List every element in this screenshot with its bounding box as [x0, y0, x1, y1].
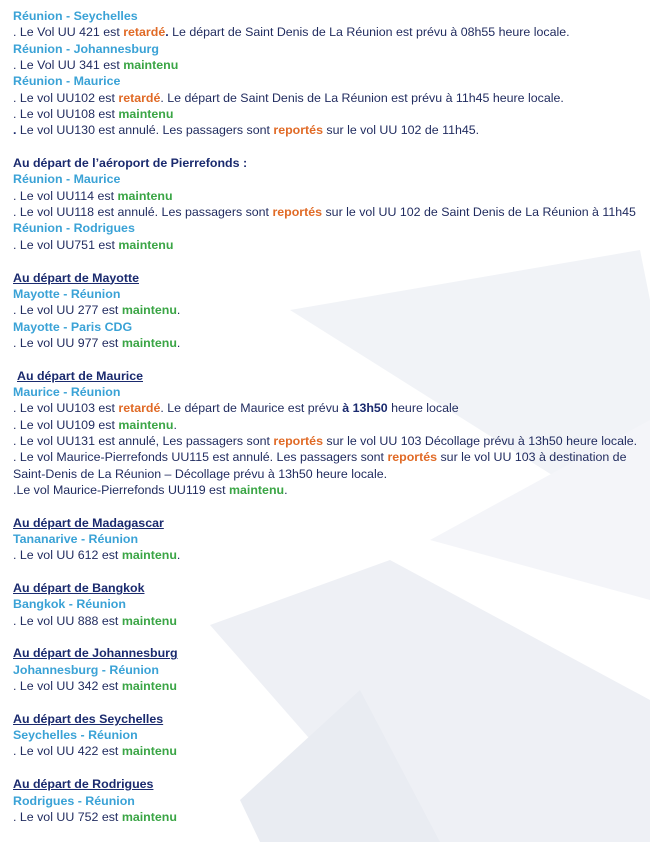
- status-maintained: maintenu: [121, 809, 177, 824]
- status-maintained: maintenu: [123, 58, 179, 73]
- status-maintained: maintenu: [121, 303, 177, 318]
- route-reunion-rodrigues: Réunion - Rodrigues: [13, 221, 135, 236]
- route-mayotte-reunion: Mayotte - Réunion: [13, 286, 121, 301]
- route-tananarive-reunion: Tananarive - Réunion: [13, 532, 139, 546]
- flight-status-line: . Le vol UU103 est retardé. Le départ de Maurice est prévu à 13h50 heure locale: [13, 401, 459, 416]
- flight-status-document: [13, 8, 645, 825]
- status-maintained: maintenu: [121, 335, 177, 350]
- route-reunion-maurice: Réunion - Maurice: [13, 172, 121, 187]
- route-reunion-maurice: Réunion - Maurice: [13, 74, 121, 89]
- status-rebooked: reportés: [273, 433, 323, 448]
- flight-status-line: . Le vol UU 612 est maintenu.: [13, 548, 181, 563]
- flight-status-line: . Le vol UU131 est annulé, Les passagers sont reportés sur le vol UU 103 Décollage prévu à 13h50 heure locale.: [13, 433, 638, 448]
- section-heading-mayotte: Au départ de Mayotte: [13, 270, 139, 285]
- status-maintained: maintenu: [121, 548, 177, 563]
- flight-status-line: . Le Vol UU 341 est maintenu: [13, 58, 179, 73]
- flight-status-line: . Le vol UU 277 est maintenu.: [13, 303, 181, 318]
- status-rebooked: reportés: [387, 450, 438, 465]
- status-delayed: retardé: [118, 90, 161, 105]
- flight-status-line: . Le vol UU114 est maintenu: [13, 188, 173, 203]
- flight-status-line: .Le vol Maurice-Pierrefonds UU119 est maintenu.: [13, 482, 288, 497]
- section-heading-maurice-wrap: [13, 368, 645, 384]
- status-delayed: retardé: [118, 401, 161, 416]
- status-delayed: retardé: [123, 25, 166, 40]
- section-heading-seychelles: Au départ des Seychelles: [13, 711, 164, 726]
- flight-status-line-continued: Saint-Denis de La Réunion – Décollage prévu à 13h50 heure locale.: [13, 466, 388, 481]
- route-seychelles-reunion: Seychelles - Réunion: [13, 728, 138, 743]
- flight-status-line: . Le vol UU751 est maintenu: [13, 237, 174, 252]
- route-johannesburg-reunion: Johannesburg - Réunion: [13, 662, 159, 677]
- flight-status-line: . Le vol UU118 est annulé. Les passagers sont reportés sur le vol UU 102 de Saint Denis de La Réunion à 11h45: [13, 205, 636, 220]
- status-maintained: maintenu: [229, 482, 285, 497]
- status-rebooked: reportés: [273, 123, 323, 138]
- flight-status-line: . Le Vol UU 421 est retardé. Le départ de Saint Denis de La Réunion est prévu à 08h55 heure locale.: [13, 25, 570, 40]
- status-maintained: maintenu: [118, 237, 174, 252]
- flight-status-line: . Le vol Maurice-Pierrefonds UU115 est annulé. Les passagers sont reportés sur le vol UU 103 à destination de: [13, 450, 627, 465]
- status-maintained: maintenu: [117, 188, 173, 203]
- route-mayotte-paris: Mayotte - Paris CDG: [13, 319, 133, 334]
- flight-status-line: . Le vol UU130 est annulé. Les passagers sont reportés sur le vol UU 102 de 11h45.: [13, 123, 480, 138]
- flight-status-line: . Le vol UU 752 est maintenu: [13, 809, 177, 824]
- flight-status-line: . Le vol UU102 est retardé. Le départ de Saint Denis de La Réunion est prévu à 11h45 heure locale.: [13, 90, 564, 105]
- status-maintained: maintenu: [121, 679, 177, 694]
- status-maintained: maintenu: [118, 107, 174, 122]
- flight-status-line: . Le vol UU 342 est maintenu: [13, 679, 177, 694]
- flight-status-line: . Le vol UU 422 est maintenu: [13, 744, 177, 759]
- section-heading-pierrefonds: Au départ de l’aéroport de Pierrefonds :: [13, 156, 248, 171]
- route-reunion-johannesburg: Réunion - Johannesburg: [13, 41, 159, 56]
- route-maurice-reunion: Maurice - Réunion: [13, 384, 121, 399]
- route-rodrigues-reunion: Rodrigues - Réunion: [13, 793, 135, 808]
- section-heading-madagascar: Au départ de Madagascar: [13, 515, 164, 530]
- flight-status-line: . Le vol UU 977 est maintenu.: [13, 335, 181, 350]
- status-maintained: maintenu: [121, 744, 177, 759]
- section-heading-rodrigues: Au départ de Rodrigues: [13, 777, 154, 792]
- flight-status-line: . Le vol UU108 est maintenu: [13, 107, 174, 122]
- flight-status-line: . Le vol UU109 est maintenu.: [13, 417, 177, 432]
- route-bangkok-reunion: Bangkok - Réunion: [13, 597, 126, 612]
- status-maintained: maintenu: [121, 613, 177, 628]
- section-heading-johannesburg: Au départ de Johannesburg: [13, 646, 178, 661]
- section-heading-maurice: Au départ de Maurice: [17, 368, 143, 383]
- route-reunion-seychelles: Réunion - Seychelles: [13, 9, 138, 23]
- section-heading-bangkok: Au départ de Bangkok: [13, 581, 145, 596]
- status-maintained: maintenu: [118, 417, 174, 432]
- status-rebooked: reportés: [272, 205, 323, 220]
- flight-status-line: . Le vol UU 888 est maintenu: [13, 613, 177, 628]
